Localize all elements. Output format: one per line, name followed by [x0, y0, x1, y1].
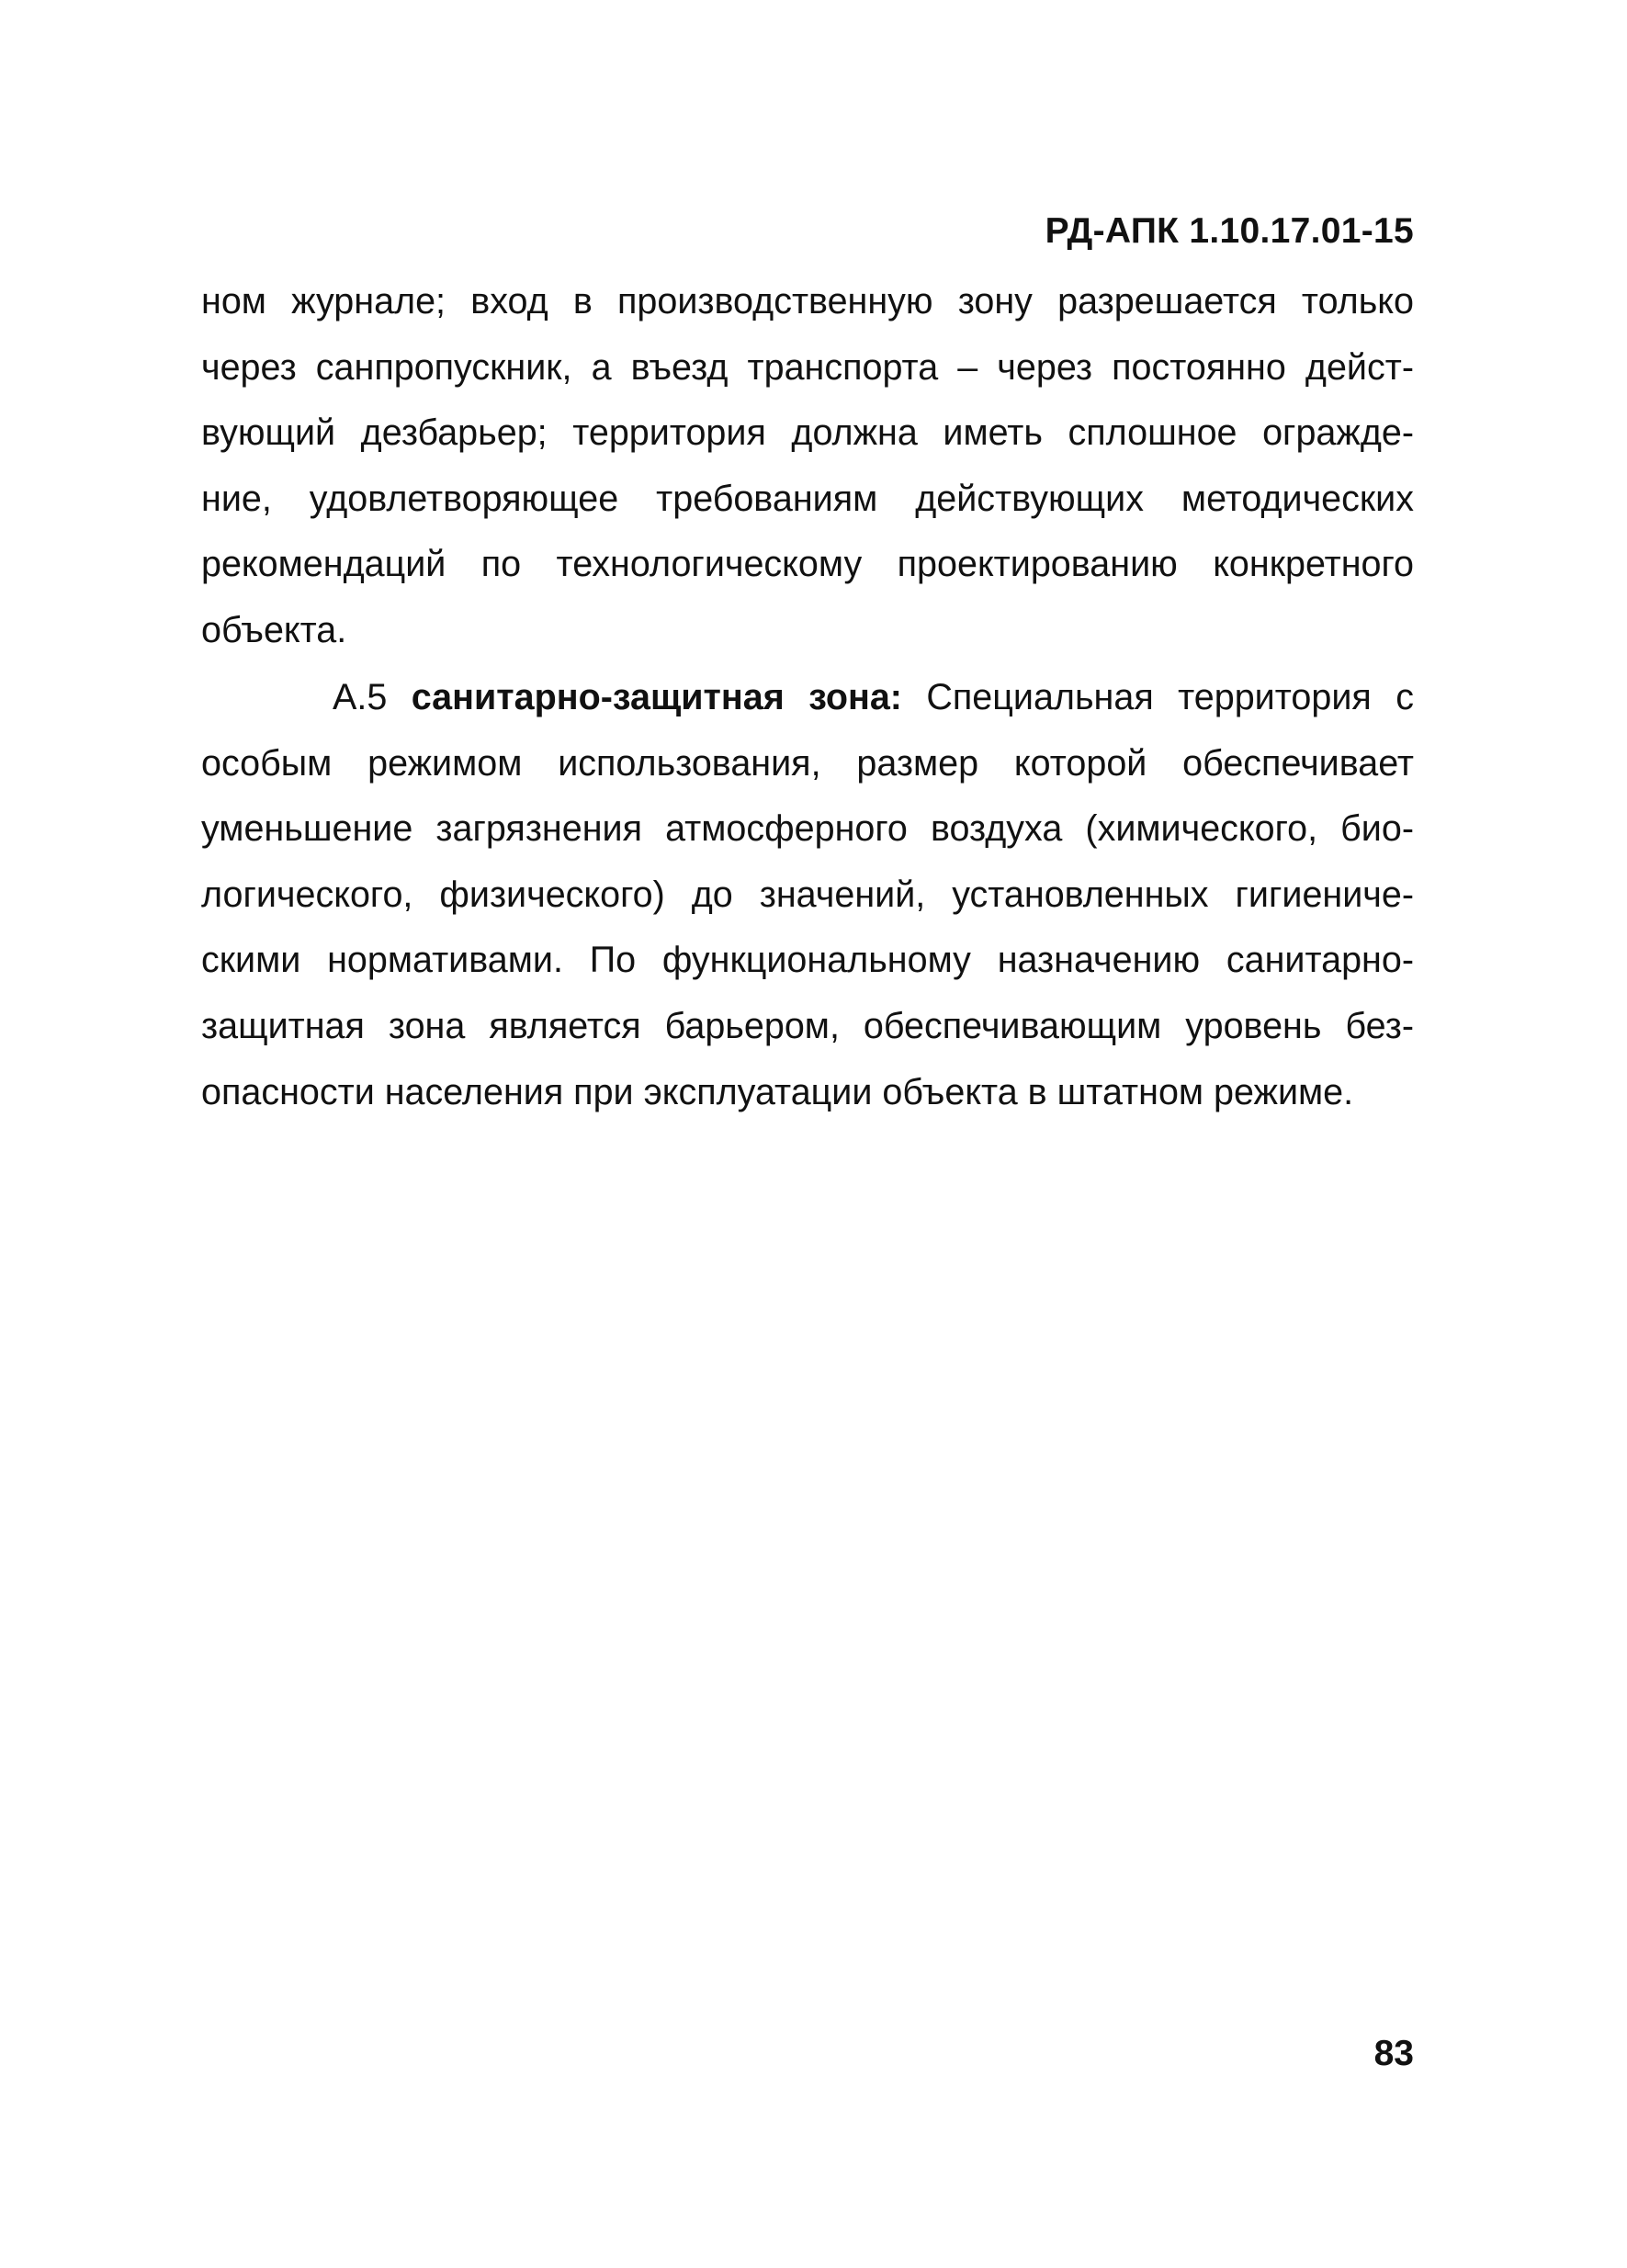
text-line: вующий дезбарьер; территория должна иметь сплошное огражде- — [201, 412, 1414, 454]
text-line: особым режимом использования, размер которой обеспечивает — [201, 742, 1414, 784]
definition-first-line — [201, 665, 1414, 731]
definition-start: Специальная территория с — [926, 677, 1414, 717]
paragraph-continuation — [201, 269, 1414, 664]
text-line: уменьшение загрязнения атмосферного воздуха (химического, био- — [201, 808, 1414, 850]
document-code: РД-АПК 1.10.17.01-15 — [1045, 211, 1414, 251]
text-line: ном журнале; вход в производственную зону разрешается только — [201, 281, 1414, 322]
text-line: рекомендаций по технологическому проектированию конкретного — [201, 544, 1414, 585]
text-line: скими нормативами. По функциональному назначению санитарно- — [201, 940, 1414, 981]
page-number: 83 — [1373, 2034, 1414, 2073]
text-line: защитная зона является барьером, обеспечивающим уровень без- — [201, 1005, 1414, 1046]
text-line: ние, удовлетворяющее требованиям действующих методических — [201, 478, 1414, 519]
text-line: логического, физического) до значений, установленных гигиениче- — [201, 874, 1414, 915]
text-line: объекта. — [201, 609, 347, 650]
text-line: через санпропускник, а въезд транспорта – через постоянно дейст- — [201, 346, 1414, 388]
definition-paragraph — [201, 665, 1414, 1125]
text-line: опасности населения при эксплуатации объекта в штатном режиме. — [201, 1071, 1354, 1112]
clause-number: А.5 — [333, 677, 388, 717]
defined-term: санитарно-защитная зона: — [411, 677, 902, 717]
